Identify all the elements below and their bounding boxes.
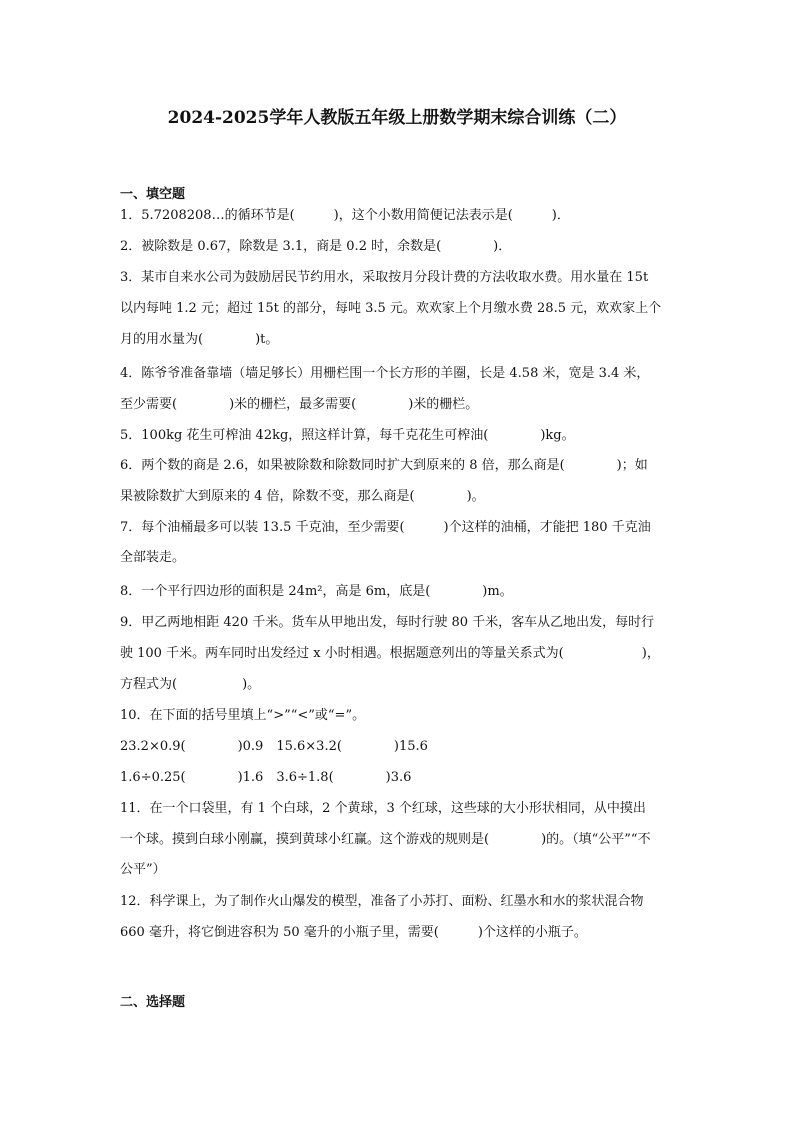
question-line: 公平”）: [120, 862, 166, 877]
question-line: 月的用水量为( )t。: [120, 332, 279, 347]
question-line: 11．在一个口袋里，有 1 个白球，2 个黄球，3 个红球，这些球的大小形状相同，从中摸出: [120, 801, 646, 816]
question-line: 方程式为( )。: [120, 677, 261, 692]
page-title: 2024-2025学年人教版五年级上册数学期末综合训练（二）: [167, 108, 627, 128]
question-line: 660 毫升，将它倒进容积为 50 毫升的小瓶子里，需要( )个这样的小瓶子。: [120, 925, 587, 940]
question-line: 1.6÷0.25( )1.6 3.6÷1.8( )3.6: [120, 770, 412, 785]
question-line: 6．两个数的商是 2.6，如果被除数和除数同时扩大到原来的 8 倍，那么商是( )；如: [120, 458, 648, 473]
question-line: 4．陈爷爷准备靠墙（墙足够长）用栅栏围一个长方形的羊圈，长是 4.58 米，宽是 3.4 米，: [120, 366, 650, 381]
question-line: 至少需要( )米的栅栏，最多需要( )米的栅栏。: [120, 397, 479, 412]
question-line: 果被除数扩大到原来的 4 倍，除数不变，那么商是( )。: [120, 489, 485, 504]
question-line: 12．科学课上，为了制作火山爆发的模型，准备了小苏打、面粉、红墨水和水的浆状混合物: [120, 894, 644, 909]
question-line: 3．某市自来水公司为鼓励居民节约用水，采取按月分段计费的方法收取水费。用水量在 15t: [120, 270, 649, 285]
section-heading-fill-in: 一、填空题: [120, 187, 186, 202]
question-line: 2．被除数是 0.67，除数是 3.1，商是 0.2 时，余数是( )．: [120, 239, 512, 254]
question-line: 1．5.7208208…的循环节是( )，这个小数用简便记法表示是( )．: [120, 208, 570, 223]
question-line: 9．甲乙两地相距 420 千米。货车从甲地出发，每时行驶 80 千米，客车从乙地出发，每时行: [120, 615, 655, 630]
question-line: 以内每吨 1.2 元；超过 15t 的部分，每吨 3.5 元。欢欢家上个月缴水费 28.5 元，欢欢家上个: [120, 301, 662, 316]
question-line: 23.2×0.9( )0.9 15.6×3.2( )15.6: [120, 739, 428, 754]
question-line: 5．100kg 花生可榨油 42kg，照这样计算，每千克花生可榨油( )kg。: [120, 428, 575, 443]
question-line: 8．一个平行四边形的面积是 24m²，高是 6m，底是( )m。: [120, 584, 513, 599]
question-line: 全部装走。: [120, 550, 186, 565]
question-line: 一个球。摸到白球小刚赢，摸到黄球小红赢。这个游戏的规则是( )的。（填“公平”“不: [120, 832, 651, 847]
question-line: 10．在下面的括号里填上“>”“<”或“=”。: [120, 708, 366, 723]
question-line: 7．每个油桶最多可以装 13.5 千克油，至少需要( )个这样的油桶，才能把 180 千克油: [120, 520, 651, 535]
question-line: 驶 100 千米。两车同时出发经过 x 小时相遇。根据题意列出的等量关系式为( )，: [120, 646, 660, 661]
section-heading-multiple-choice: 二、选择题: [120, 995, 186, 1010]
